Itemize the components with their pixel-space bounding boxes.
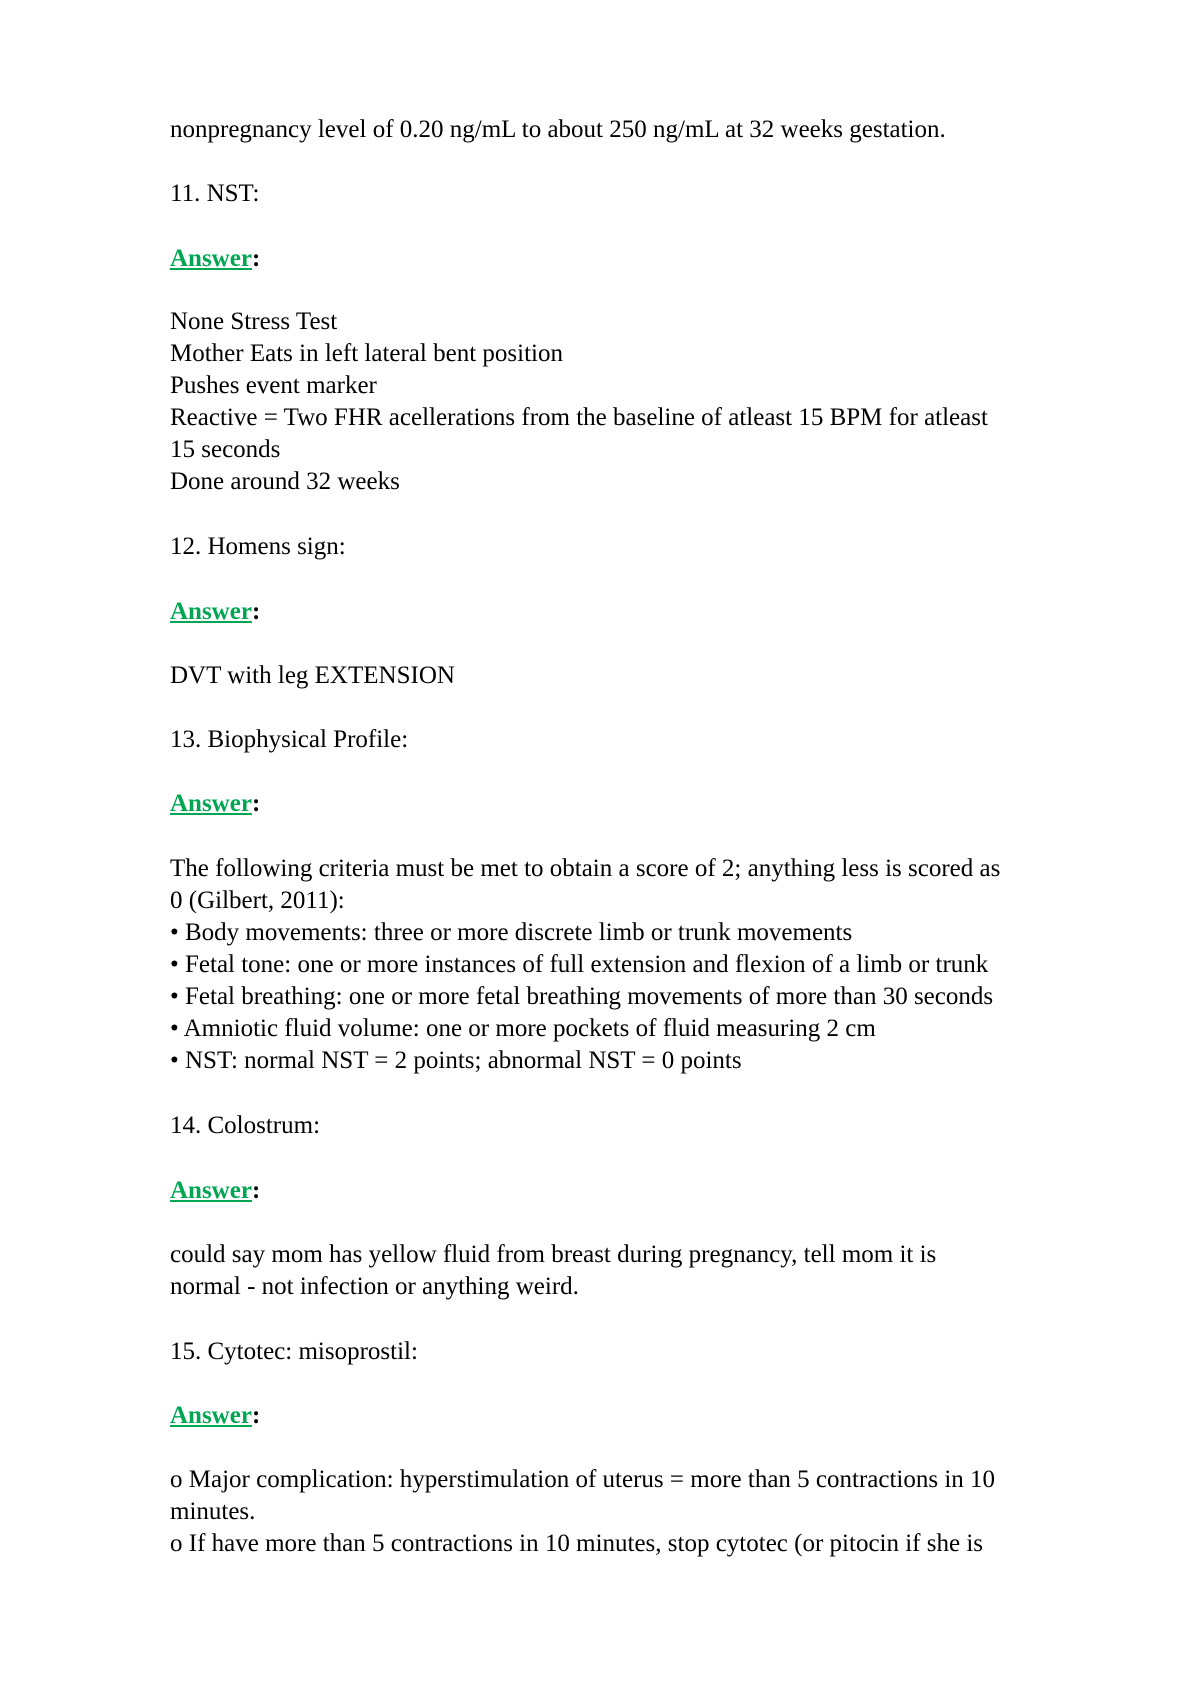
answer-word: Answer: [170, 790, 252, 817]
answer-word: Answer: [170, 1177, 252, 1204]
answer-word: Answer: [170, 598, 252, 625]
question-12: 12. Homens sign:: [170, 533, 346, 560]
answer-colon: :: [251, 1402, 261, 1429]
answer-13-bullet: • Body movements: three or more discrete limb or trunk movements: [170, 919, 853, 946]
answer-15-line: minutes.: [170, 1498, 256, 1525]
answer-13-line: 0 (Gilbert, 2011):: [170, 887, 345, 914]
answer-13-bullet: • Fetal breathing: one or more fetal breathing movements of more than 30 seconds: [170, 983, 994, 1010]
answer-11-line: Mother Eats in left lateral bent position: [170, 340, 563, 367]
answer-13-bullet: • Amniotic fluid volume: one or more pockets of fluid measuring 2 cm: [170, 1015, 876, 1042]
question-13: 13. Biophysical Profile:: [170, 726, 409, 753]
intro-text: nonpregnancy level of 0.20 ng/mL to about 250 ng/mL at 32 weeks gestation.: [170, 116, 946, 143]
answer-11-line: Pushes event marker: [170, 372, 377, 399]
answer-colon: :: [251, 790, 261, 817]
answer-15-line: o If have more than 5 contractions in 10 minutes, stop cytotec (or pitocin if she is: [170, 1530, 984, 1557]
answer-colon: :: [251, 245, 261, 272]
answer-13-bullet: • NST: normal NST = 2 points; abnormal NST = 0 points: [170, 1047, 742, 1074]
answer-12-line: DVT with leg EXTENSION: [170, 662, 455, 689]
answer-13-line: The following criteria must be met to obtain a score of 2; anything less is scored as: [170, 855, 1001, 882]
answer-11-line: None Stress Test: [170, 308, 338, 335]
answer-label-12: [170, 596, 260, 628]
answer-14-line: normal - not infection or anything weird.: [170, 1273, 579, 1300]
answer-label-11: [170, 243, 260, 275]
answer-label-15: [170, 1400, 260, 1432]
answer-colon: :: [251, 1177, 261, 1204]
question-14: 14. Colostrum:: [170, 1112, 321, 1139]
answer-11-line: Reactive = Two FHR acellerations from the baseline of atleast 15 BPM for atleast: [170, 404, 988, 431]
answer-11-line: Done around 32 weeks: [170, 468, 400, 495]
answer-label-14: [170, 1175, 260, 1207]
answer-13-bullet: • Fetal tone: one or more instances of full extension and flexion of a limb or trunk: [170, 951, 989, 978]
question-11: 11. NST:: [170, 180, 260, 207]
answer-15-line: o Major complication: hyperstimulation of uterus = more than 5 contractions in 10: [170, 1466, 996, 1493]
answer-word: Answer: [170, 1402, 252, 1429]
answer-14-line: could say mom has yellow fluid from breast during pregnancy, tell mom it is: [170, 1241, 937, 1268]
question-15: 15. Cytotec: misoprostil:: [170, 1338, 418, 1365]
answer-label-13: [170, 788, 260, 820]
answer-11-line: 15 seconds: [170, 436, 281, 463]
answer-colon: :: [251, 598, 261, 625]
answer-word: Answer: [170, 245, 252, 272]
